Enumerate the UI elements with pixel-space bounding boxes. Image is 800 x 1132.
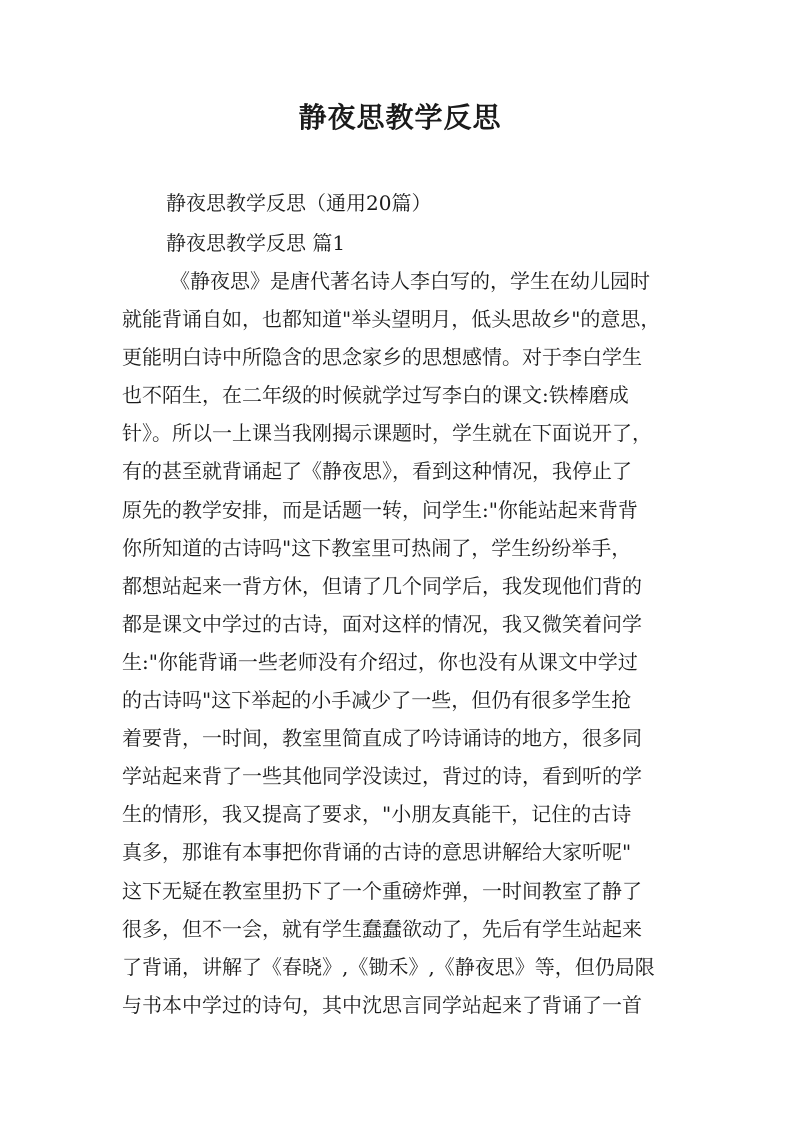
body-line: 这下无疑在教室里扔下了一个重磅炸弹，一时间教室了静了 [122, 878, 642, 903]
section-heading: 静夜思教学反思 篇1 [166, 231, 346, 255]
body-line: 都是课文中学过的古诗，面对这样的情况，我又微笑着问学 [122, 611, 642, 636]
body-line: 与书本中学过的诗句，其中沈思言同学站起来了背诵了一首 [122, 992, 642, 1017]
body-line: 很多，但不一会，就有学生蠢蠢欲动了，先后有学生站起来 [122, 916, 642, 941]
body-line: 真多，那谁有本事把你背诵的古诗的意思讲解给大家听呢" [122, 840, 632, 865]
document-title: 静夜思教学反思 [298, 101, 502, 134]
body-line: 针》。所以一上课当我刚揭示课题时，学生就在下面说开了， [122, 421, 652, 446]
body-line: 生:"你能背诵一些老师没有介绍过，你也没有从课文中学过 [122, 649, 638, 674]
body-paragraph [122, 262, 702, 1024]
body-line: 都想站起来一背方休，但请了几个同学后，我发现他们背的 [122, 573, 642, 598]
body-line: 的古诗吗"这下举起的小手减少了一些，但仍有很多学生抢 [122, 688, 632, 713]
body-line: 就能背诵自如，也都知道"举头望明月，低头思故乡"的意思， [122, 307, 661, 332]
body-line: 生的情形，我又提高了要求，"小朋友真能干，记住的古诗 [122, 802, 632, 827]
body-line: 原先的教学安排，而是话题一转，问学生:"你能站起来背背 [122, 497, 638, 522]
body-line: 学站起来背了一些其他同学没读过，背过的诗，看到听的学 [122, 764, 642, 789]
body-line: 也不陌生，在二年级的时候就学过写李白的课文:铁棒磨成 [122, 383, 629, 408]
body-line: 《静夜思》是唐代著名诗人李白写的，学生在幼儿园时 [170, 269, 650, 293]
document-subtitle: 静夜思教学反思（通用20篇） [166, 191, 432, 215]
body-line: 着要背，一时间，教室里简直成了吟诗诵诗的地方，很多同 [122, 726, 642, 751]
body-line: 有的甚至就背诵起了《静夜思》，看到这种情况，我停止了 [122, 459, 632, 484]
body-line: 了背诵，讲解了《春晓》,《锄禾》,《静夜思》等，但仍局限 [122, 954, 655, 979]
body-line: 更能明白诗中所隐含的思念家乡的思想感情。对于李白学生 [122, 345, 642, 370]
body-line: 你所知道的古诗吗"这下教室里可热闹了，学生纷纷举手， [122, 535, 632, 560]
